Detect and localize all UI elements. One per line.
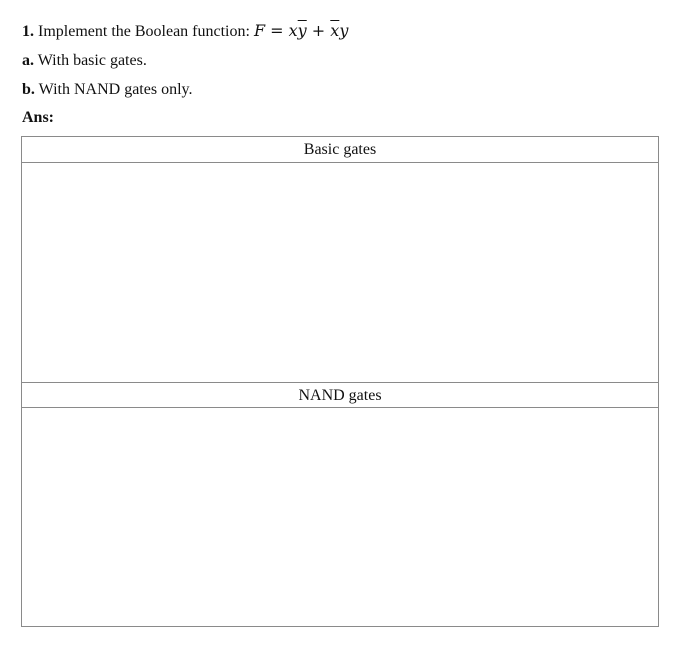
basic-gates-header: Basic gates: [22, 137, 658, 163]
complement-y: $\overline{y}$: [297, 21, 307, 40]
question-line: [22, 21, 348, 42]
part-a-label: a.: [22, 52, 34, 69]
part-a-line: [22, 51, 147, 71]
part-a-text: With basic gates.: [34, 52, 147, 69]
part-b-label: b.: [22, 81, 35, 98]
basic-gates-answer-area[interactable]: [22, 163, 658, 382]
question-prompt: Implement the Boolean function:: [38, 23, 254, 40]
complement-x: $\overline{x}$: [330, 21, 340, 40]
cropped-previous-line: [30, 0, 310, 2]
question-number: 1.: [22, 23, 34, 40]
nand-gates-header: NAND gates: [22, 382, 658, 408]
answer-label: Ans:: [22, 109, 55, 126]
boolean-function: $F = x\overline{y} + \overline{x}y$: [253, 21, 349, 40]
answer-table: [21, 136, 659, 627]
nand-gates-answer-area[interactable]: [22, 408, 658, 626]
part-b-line: [22, 80, 192, 100]
part-b-text: With NAND gates only.: [34, 81, 193, 98]
